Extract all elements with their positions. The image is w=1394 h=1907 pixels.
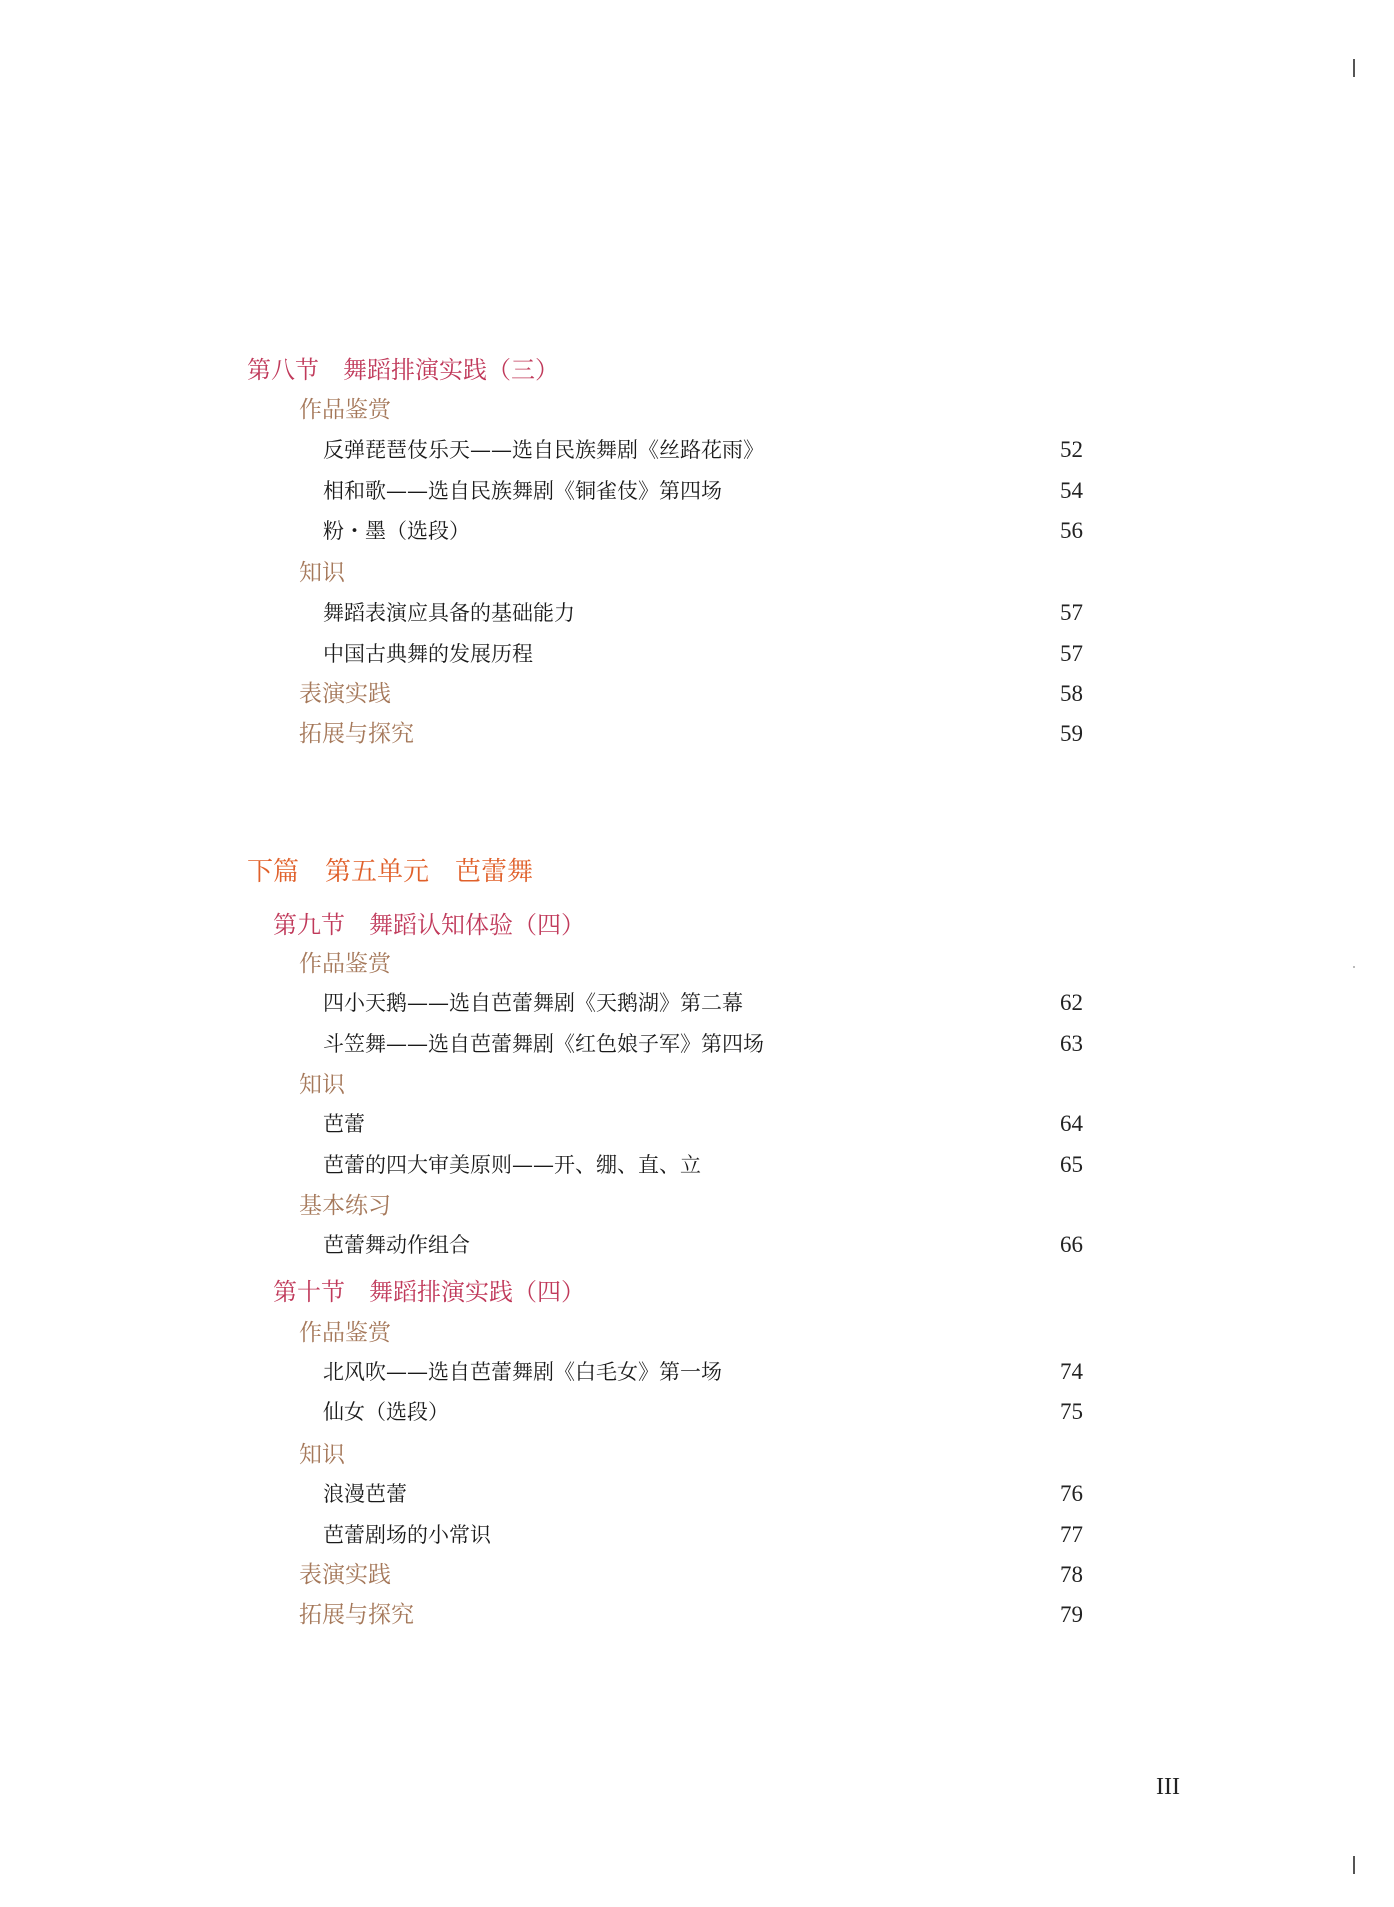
toc-entry-item[interactable] [0,1352,1394,1392]
toc-entry-title: 四小天鹅——选自芭蕾舞剧《天鹅湖》第二幕 [323,991,743,1015]
toc-entry-item[interactable] [0,1024,1394,1064]
toc-page-number: 79 [1060,1602,1083,1627]
toc-entry-cat[interactable] [0,1065,1394,1105]
toc-page-number: 75 [1060,1399,1083,1424]
toc-entry-item[interactable] [0,1474,1394,1514]
toc-page-number: 57 [1060,600,1083,625]
toc-entry-title: 基本练习 [299,1193,391,1219]
toc-entry-title: 下篇 第五单元 芭蕾舞 [247,857,534,887]
toc-entry-title: 芭蕾舞动作组合 [323,1233,470,1257]
toc-page-number: 57 [1060,641,1083,666]
toc-entry-cat[interactable] [0,1555,1394,1595]
toc-entry-title: 北风吹——选自芭蕾舞剧《白毛女》第一场 [323,1360,722,1384]
crop-mark-middle [1353,966,1355,968]
toc-page-number: 56 [1060,518,1083,543]
toc-page-number: 54 [1060,478,1083,503]
toc-page-number: 65 [1060,1152,1083,1177]
toc-entry-section[interactable] [0,350,1394,390]
toc-entry-title: 舞蹈表演应具备的基础能力 [323,601,575,625]
toc-entry-title: 芭蕾的四大审美原则——开、绷、直、立 [323,1153,701,1177]
toc-entry-section[interactable] [0,1272,1394,1312]
toc-entry-cat[interactable] [0,674,1394,714]
toc-entry-title: 仙女（选段） [323,1400,449,1424]
toc-entry-title: 作品鉴赏 [299,951,391,977]
toc-entry-cat[interactable] [0,1313,1394,1353]
toc-entry-cat[interactable] [0,390,1394,430]
toc-entry-title: 斗笠舞——选自芭蕾舞剧《红色娘子军》第四场 [323,1032,764,1056]
toc-entry-item[interactable] [0,471,1394,511]
toc-entry-cat[interactable] [0,714,1394,754]
toc-page-number: 77 [1060,1522,1083,1547]
toc-page-number: 63 [1060,1031,1083,1056]
toc-page-number: 62 [1060,990,1083,1015]
crop-mark-bottom [1353,1856,1355,1874]
toc-entry-title: 拓展与探究 [299,1602,414,1628]
toc-entry-title: 相和歌——选自民族舞剧《铜雀伎》第四场 [323,479,722,503]
toc-entry-cat[interactable] [0,553,1394,593]
toc-entry-title: 浪漫芭蕾 [323,1482,407,1506]
toc-entry-title: 知识 [299,560,345,586]
toc-entry-title: 粉・墨（选段） [323,519,470,543]
toc-entry-part[interactable] [0,852,1394,892]
toc-entry-title: 知识 [299,1072,345,1098]
toc-entry-title: 第十节 舞蹈排演实践（四） [273,1278,585,1306]
toc-entry-item[interactable] [0,634,1394,674]
toc-entry-title: 第九节 舞蹈认知体验（四） [273,911,585,939]
toc-entry-item[interactable] [0,430,1394,470]
toc-entry-item[interactable] [0,1225,1394,1265]
toc-entry-item[interactable] [0,1515,1394,1555]
toc-entry-title: 芭蕾剧场的小常识 [323,1523,491,1547]
toc-entry-title: 知识 [299,1442,345,1468]
toc-page-number: 76 [1060,1481,1083,1506]
toc-entry-item[interactable] [0,1145,1394,1185]
toc-entry-title: 作品鉴赏 [299,397,391,423]
toc-entry-cat[interactable] [0,1595,1394,1635]
toc-entry-item[interactable] [0,983,1394,1023]
toc-entry-item[interactable] [0,511,1394,551]
toc-entry-title: 表演实践 [299,1562,391,1588]
toc-entry-item[interactable] [0,1104,1394,1144]
crop-mark-top [1353,59,1355,77]
toc-entry-cat[interactable] [0,1435,1394,1475]
toc-entry-item[interactable] [0,593,1394,633]
toc-entry-cat[interactable] [0,944,1394,984]
toc-entry-title: 反弹琵琶伎乐天——选自民族舞剧《丝路花雨》 [323,438,764,462]
toc-page-number: 66 [1060,1232,1083,1257]
toc-entry-title: 作品鉴赏 [299,1320,391,1346]
toc-entry-item[interactable] [0,1392,1394,1432]
toc-entry-title: 芭蕾 [323,1112,365,1136]
toc-entry-title: 拓展与探究 [299,721,414,747]
toc-page-number: 78 [1060,1562,1083,1587]
toc-entry-title: 中国古典舞的发展历程 [323,642,533,666]
toc-entry-title: 表演实践 [299,681,391,707]
toc-page-number: 58 [1060,681,1083,706]
toc-page-number: 59 [1060,721,1083,746]
toc-page-number: 64 [1060,1111,1083,1136]
toc-entry-cat[interactable] [0,1186,1394,1226]
toc-entry-title: 第八节 舞蹈排演实践（三） [247,356,559,384]
toc-entry-section[interactable] [0,905,1394,945]
toc-page-number: 52 [1060,437,1083,462]
toc-page-number: 74 [1060,1359,1083,1384]
page-number-folio: III [1156,1774,1180,1800]
